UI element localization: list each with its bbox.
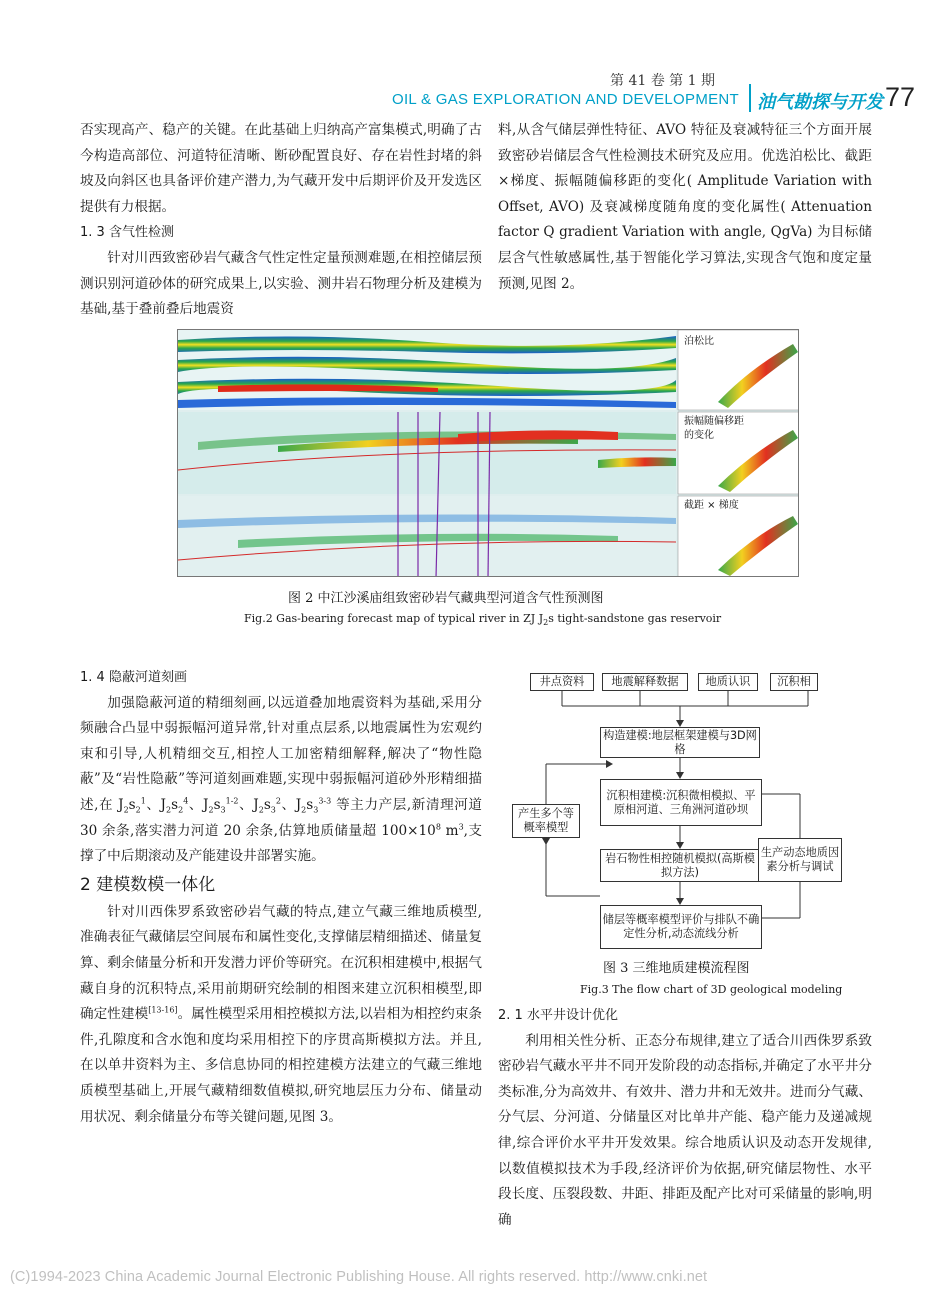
copyright-footer: (C)1994-2023 China Academic Journal Electronic Publishing House. All rights reserved. http://www.cnki.net	[10, 1269, 708, 1285]
flow-box-structure-model: 构造建模:地层框架建模与3D网格	[600, 727, 760, 758]
volume-issue: 第 41 卷 第 1 期	[610, 73, 715, 89]
flow-box-seismic-data: 地震解释数据	[602, 673, 688, 691]
flow-box-facies: 沉积相	[770, 673, 818, 691]
section-heading-1-4: 1. 4 隐蔽河道刻画	[80, 670, 187, 685]
paragraph: 料,从含气储层弹性特征、AVO 特征及衰减特征三个方面开展致密砂岩储层含气性检测技术研究及应用。优选泊松比、截距×梯度、振幅随偏移距的变化( Amplitude Variation with Offset, AVO) 及衰减梯度随角度的变化属性( Attenuation factor Q gradient Variation with angle, QgVa) 为目标储层含气性敏感属性,基于智能化学习算法,实现含气饱和度定量预测,见图 2。	[498, 122, 872, 292]
section-heading-2-1: 2. 1 水平井设计优化	[498, 1008, 618, 1023]
section-heading-1-3: 1. 3 含气性检测	[80, 225, 174, 241]
flow-box-well-data: 井点资料	[530, 673, 594, 691]
paragraph: 针对川西致密砂岩气藏含气性定性定量预测难题,在相控储层预测识别河道砂体的研究成果上,以实验、测井岩石物理分析及建模为基础,基于叠前叠后地震资	[80, 249, 482, 318]
journal-name-en: OIL & GAS EXPLORATION AND DEVELOPMENT	[392, 91, 740, 108]
section-heading-2: 2 建模数模一体化	[80, 874, 216, 895]
paragraph: 加强隐蔽河道的精细刻画,以远道叠加地震资料为基础,采用分频融合凸显中弱振幅河道异常,针对重点层系,以地震属性为宏观约束和引导,人机精细交互,相控人工加密精细解释,解决了“物性隐蔽”及“岩性隐蔽”等河道刻画难题,实现中弱振幅河道砂外形精细描述,在 $J_2s_2^1$、$J_2s_2^4$、$J_2s_3^{1-2}$、$J_2s_3^2$、$J_2s_3^{3-3}$ 等主力产层,新清理河道 30 余条,落实潜力河道 20 余条,估算地质储量超 $100\times 10^8$ $m^3$,支撑了中后期滚动及产能建设井部署实施。	[80, 694, 483, 865]
map-label-avo: 振幅随偏移距	[684, 416, 744, 427]
flow-box-multi-models: 产生多个等概率模型	[512, 804, 580, 838]
figure-2-caption-cn: 图 2 中江沙溪庙组致密砂岩气藏典型河道含气性预测图	[288, 591, 604, 606]
paragraph: 利用相关性分析、正态分布规律,建立了适合川西侏罗系致密砂岩气藏水平井不同开发阶段的动态指标,并确定了水平井分类标准,分为高效井、有效井、潜力井和无效井。进而分气藏、分气层、分河道、分储量区对比单井产能、稳产能力及递减规律,综合评价水平井开发效果。综合地质认识及动态开发规律,以数值模拟技术为手段,经济评价为依据,研究储层物性、水平段长度、压裂段数、井距、排距及配产比对可采储量的影响,明确	[498, 1032, 872, 1228]
paragraph: 否实现高产、稳产的关键。在此基础上归纳高产富集模式,明确了古今构造高部位、河道特征清晰、断砂配置良好、存在岩性封堵的斜坡及向斜区也具备评价建产潜力,为气藏开发中后期评价及开发选区提供有力根据。	[80, 122, 482, 215]
map-label-intercept: 截距 × 梯度	[684, 500, 739, 511]
flow-box-geology: 地质认识	[698, 673, 758, 691]
page-number: 77	[885, 82, 916, 112]
right-column-bottom	[498, 1003, 872, 1233]
paragraph: 针对川西侏罗系致密砂岩气藏的特点,建立气藏三维地质模型,准确表征气藏储层空间展布和属性变化,支撑储层精细描述、储量复算、剩余储量分析和开发潜力评价等研究。在沉积相建模中,根据气藏自身的沉积特点,采用前期研究绘制的相图来建立沉积相模型,即确定性建模[13-16]。属性模型采用相控模拟方法,以岩相为相控约束条件,孔隙度和含水饱和度均采用相控下的序贯高斯模拟方法。并且,在以单井资料为主、多信息协同的相控建模方法建立的气藏三维地质模型基础上,开展气藏精细数值模拟,研究地层压力分布、储量动用状况、剩余储量分布等关键问题,见图 3。	[80, 903, 483, 1125]
flow-box-sedimentary-model: 沉积相建模:沉积微相模拟、平原相河道、三角洲河道砂坝	[600, 779, 762, 826]
flow-box-petrophysics: 岩石物性相控随机模拟(高斯模拟方法)	[600, 849, 760, 882]
journal-name-cn: 油气勘探与开发	[757, 92, 883, 113]
flow-box-dynamic-analysis: 生产动态地质因素分析与调试	[758, 838, 842, 882]
map-label-poisson: 泊松比	[684, 336, 714, 347]
flow-box-evaluation: 储层等概率模型评价与排队不确定性分析,动态流线分析	[600, 905, 762, 949]
figure-3-caption-en: Fig.3 The flow chart of 3D geological modeling	[580, 983, 843, 996]
figure-2-caption-en: Fig.2 Gas-bearing forecast map of typical river in ZJ $J_2s$ tight-sandstone gas reservoir	[244, 612, 722, 628]
map-label-avo-2: 的变化	[684, 430, 714, 441]
figure-3-caption-cn: 图 3 三维地质建模流程图	[603, 961, 750, 976]
